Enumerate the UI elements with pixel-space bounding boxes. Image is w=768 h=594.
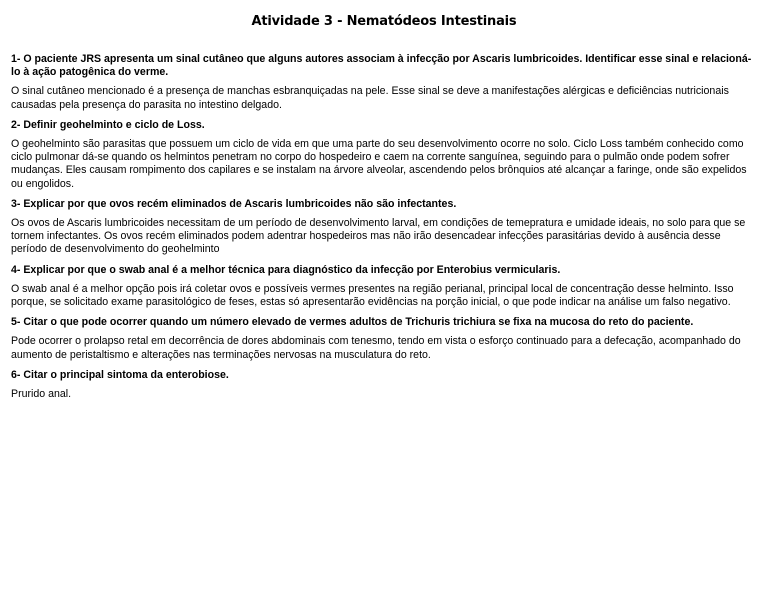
question-3: 3- Explicar por que ovos recém eliminados de Ascaris lumbricoides não são infectantes. (11, 197, 457, 210)
answer-2: O geohelminto são parasitas que possuem um ciclo de vida em que uma parte do seu desenvolvimento ocorre no solo. Ciclo Loss também conhecido como ciclo pulmonar dá-se quando os helmintos penetram no corpo do hospedeiro e caem na corrente sanguínea, seguindo para o pulmão onde podem sofrer mudanças. Eles causam rompimento dos capilares e se instalam na árvore alveolar, ascendendo pelos brônquios até alcançar a faringe, onde são expelidos ou engolidos. (11, 138, 747, 190)
question-5: 5- Citar o que pode ocorrer quando um número elevado de vermes adultos de Trichuris trichiura se fixa na mucosa do reto do paciente. (11, 316, 694, 329)
question-4: 4- Explicar por que o swab anal é a melhor técnica para diagnóstico da infecção por Enterobius vermicularis. (11, 263, 561, 276)
answer-3: Os ovos de Ascaris lumbricoides necessitam de um período de desenvolvimento larval, em condições de temepratura e umidade ideais, no solo para que se tornem infectantes. Os ovos recém eliminados podem adentrar hospedeiros mas não irão desencadear infecções parasitárias devido à ausência desse período de desenvolvimento do geohelminto (11, 217, 746, 256)
answer-5: Pode ocorrer o prolapso retal em decorrência de dores abdominais com tenesmo, tendo em vista o esforço continuado para a defecação, acompanhado do aumento de peristaltismo e alterações nas terminações nervosas na musculatura do reto. (11, 335, 741, 361)
question-6: 6- Citar o principal sintoma da enterobiose. (11, 368, 229, 381)
answer-6: Prurido anal. (11, 388, 72, 401)
document-body (11, 53, 759, 401)
document-title: Atividade 3 - Nematódeos Intestinais (251, 14, 517, 29)
question-2: 2- Definir geohelminto e ciclo de Loss. (11, 118, 205, 131)
answer-4: O swab anal é a melhor opção pois irá coletar ovos e possíveis vermes presentes na região perianal, principal local de concentração desse helminto. Isso porque, se solicitado exame parasitológico de feses, estas só apresentarão evidências na porção inicial, o que pode indicar na análise um falso negativo. (11, 282, 734, 309)
answer-1: O sinal cutâneo mencionado é a presença de manchas esbranquiçadas na pele. Esse sinal se deve a manifestações alérgicas e deficiências nutricionais causadas pela presença do parasita no intestino delgado. (11, 85, 729, 111)
question-1: 1- O paciente JRS apresenta um sinal cutâneo que alguns autores associam à infecção por Ascaris lumbricoides. Identificar esse sinal e relacioná-lo à ação patogênica do verme. (11, 53, 752, 79)
